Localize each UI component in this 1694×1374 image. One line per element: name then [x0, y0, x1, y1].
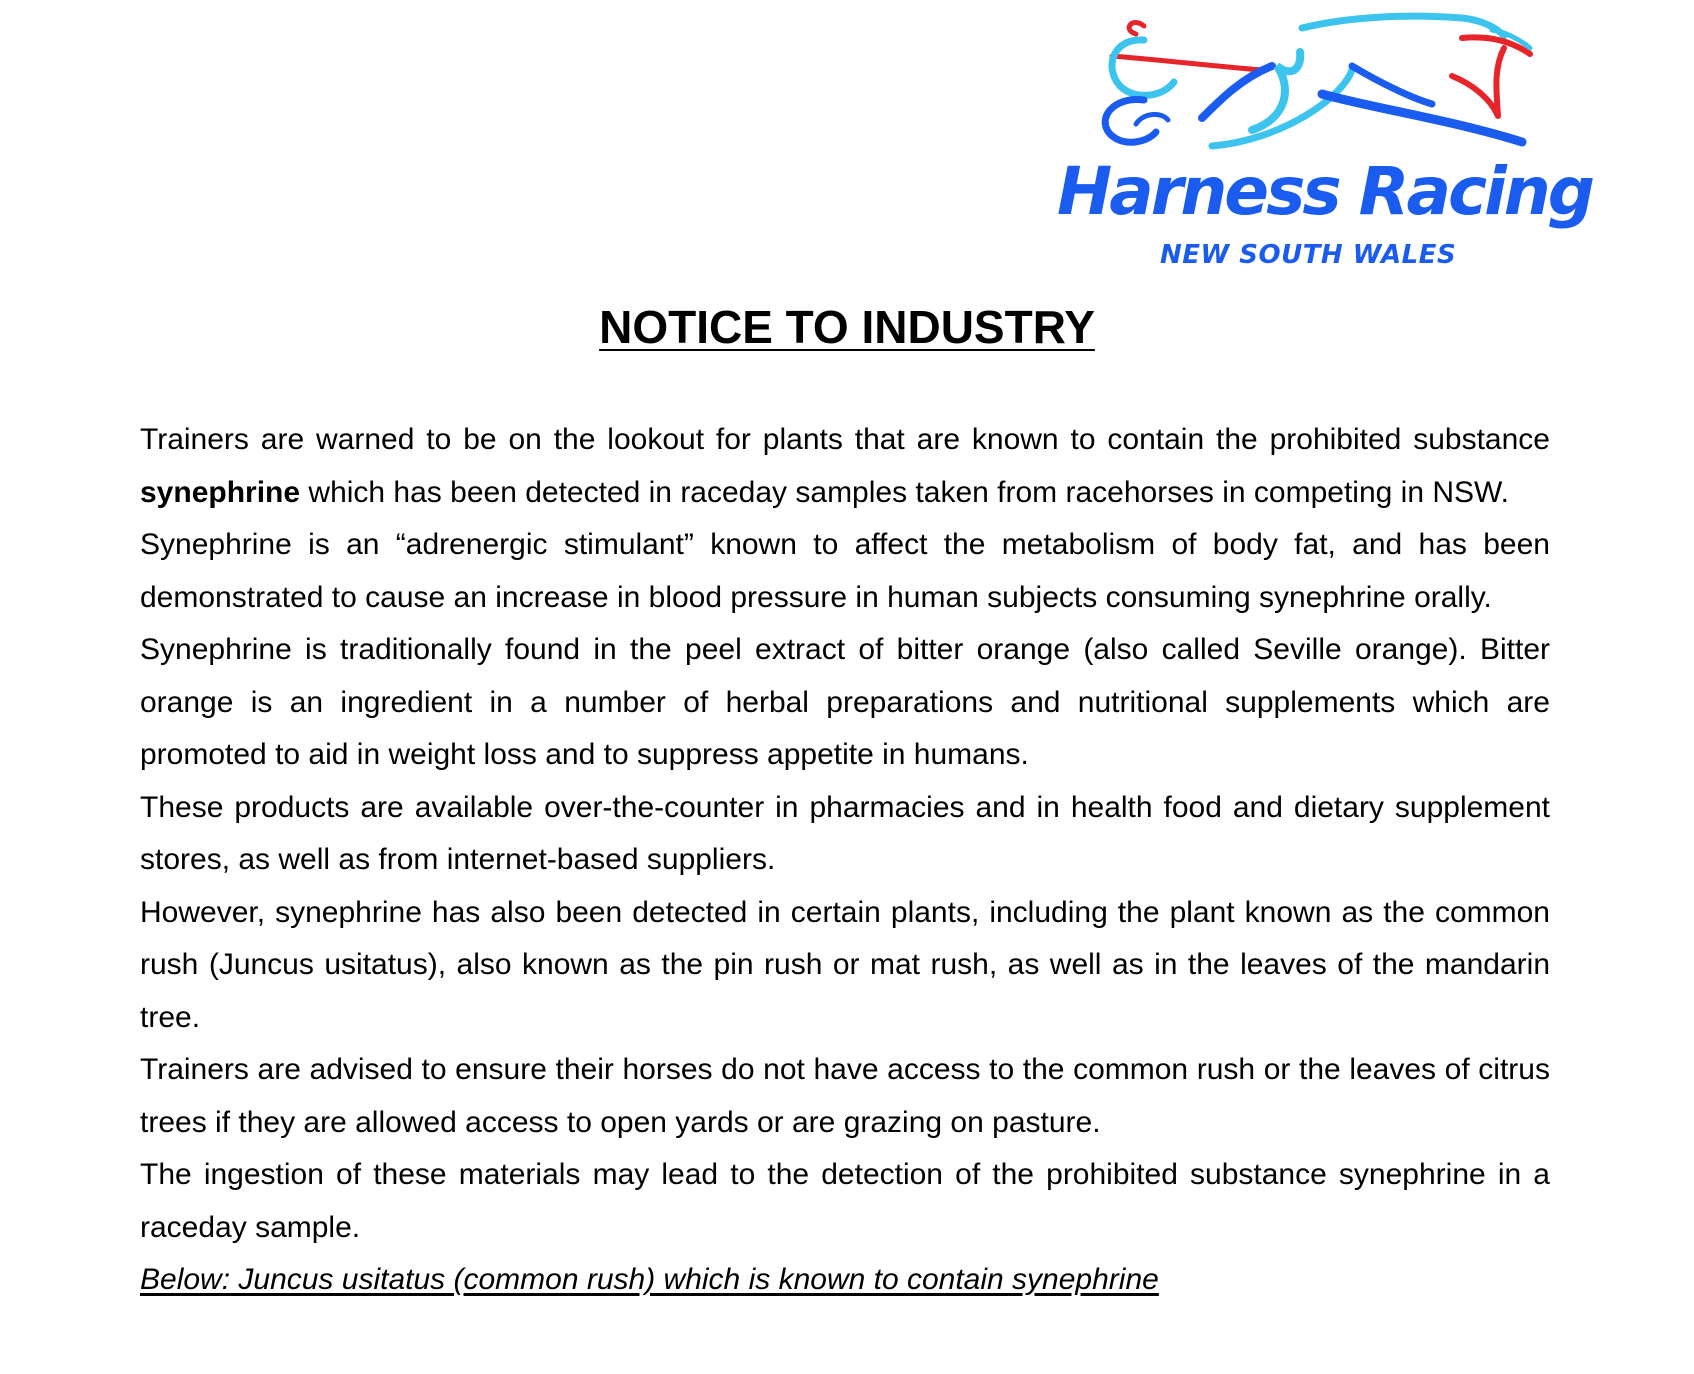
synephrine-bold-term: synephrine	[140, 475, 301, 509]
paragraph-4: These products are available over-the-counter in pharmacies and in health food and dietary supplement stores, as well as from internet-based suppliers.	[140, 790, 1550, 876]
image-caption: Below: Juncus usitatus (common rush) which is known to contain synephrine	[140, 1263, 1159, 1296]
paragraph-6: Trainers are advised to ensure their horses do not have access to the common rush or the leaves of citrus trees if they are allowed access to open yards or are grazing on pasture.	[140, 1053, 1550, 1139]
notice-body	[140, 414, 1550, 1307]
paragraph-1-before: Trainers are warned to be on the lookout for plants that are known to contain the prohibited substance	[140, 423, 1550, 456]
paragraph-7: The ingestion of these materials may lead to the detection of the prohibited substance synephrine in a raceday sample.	[140, 1158, 1550, 1244]
paragraph-3: Synephrine is traditionally found in the peel extract of bitter orange (also called Seville orange). Bitter orange is an ingredient in a number of herbal preparations and nutritional supplements which are promoted to aid in weight loss and to suppress appetite in humans.	[140, 633, 1550, 771]
paragraph-1	[140, 414, 1550, 519]
paragraph-2: Synephrine is an “adrenergic stimulant” known to affect the metabolism of body fat, and has been demonstrated to cause an increase in blood pressure in human subjects consuming synephrine orally.	[140, 528, 1550, 614]
paragraph-5: However, synephrine has also been detected in certain plants, including the plant known as the common rush (Juncus usitatus), also known as the pin rush or mat rush, as well as in the leaves of the mandarin tree.	[140, 895, 1550, 1034]
harness-racing-logo	[1052, 8, 1592, 270]
logo-wordmark: Harness Racing	[1057, 153, 1592, 230]
horse-and-driver-graphic	[1052, 8, 1552, 158]
logo-subtitle: NEW SOUTH WALES	[1160, 240, 1457, 270]
paragraph-1-after: which has been detected in raceday samples taken from racehorses in competing in NSW.	[300, 475, 1510, 509]
page-title: NOTICE TO INDUSTRY	[599, 301, 1095, 353]
